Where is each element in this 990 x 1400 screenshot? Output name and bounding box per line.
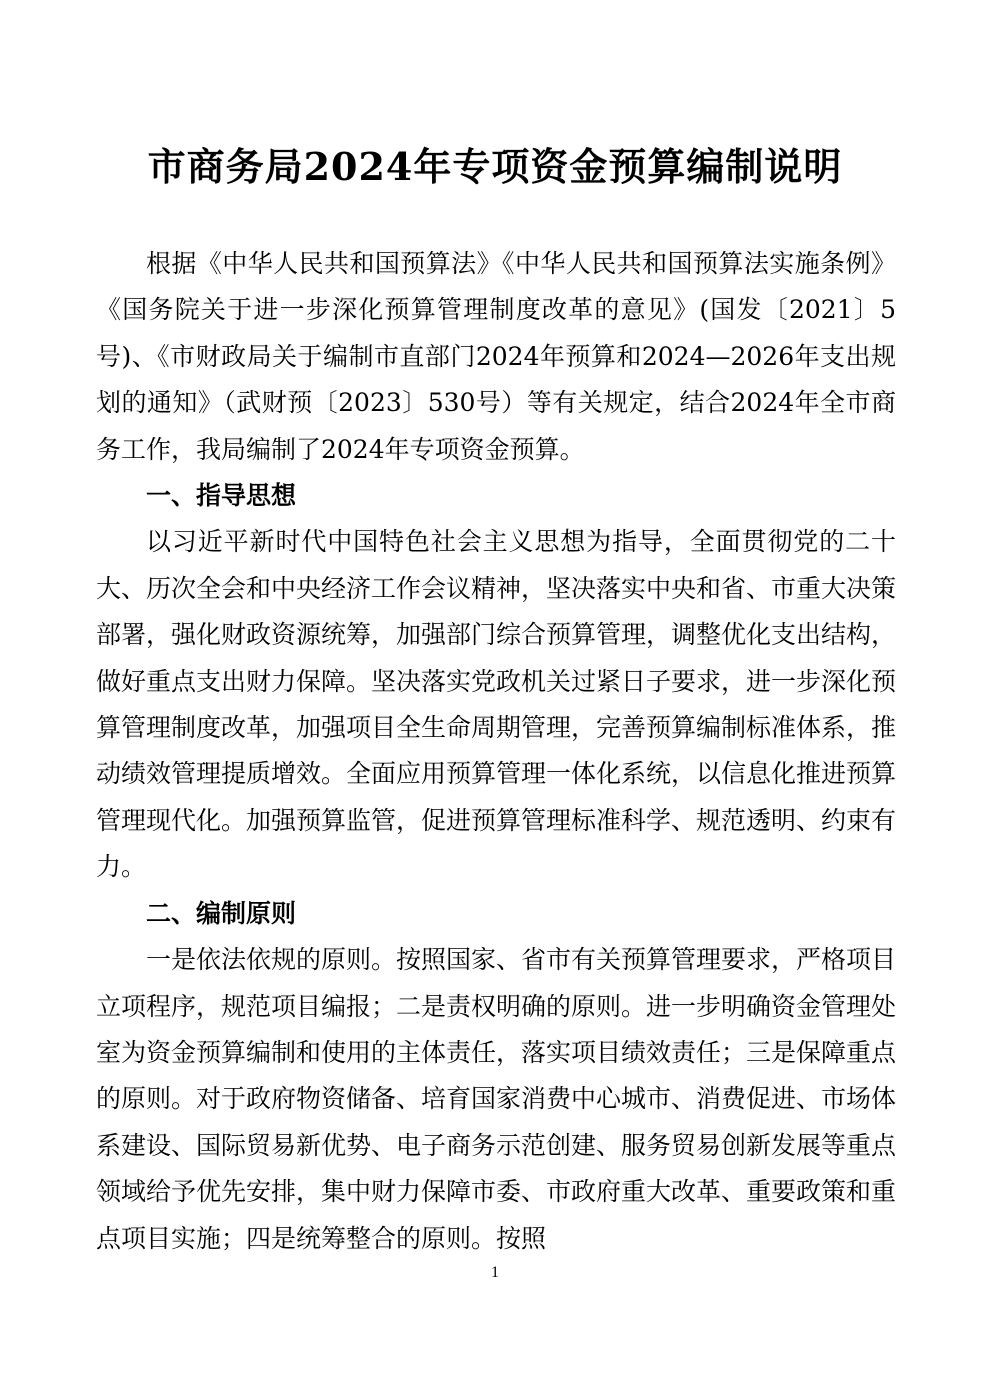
section-paragraph-guiding-ideology: 以习近平新时代中国特色社会主义思想为指导，全面贯彻党的二十大、历次全会和中央经济工作会议精神，坚决落实中央和省、市重大决策部署，强化财政资源统筹，加强部门综合预算管理，调整优化支出结构，做好重点支出财力保障。坚决落实党政机关过紧日子要求，进一步深化预算管理制度改革，加强项目全生命周期管理，完善预算编制标准体系，推动绩效管理提质增效。全面应用预算管理一体化系统，以信息化推进预算管理现代化。加强预算监管，促进预算管理标准科学、规范透明、约束有力。 (96, 527, 897, 882)
page-number: 1 (491, 1264, 499, 1281)
section-heading-principles: 二、编制原则 (146, 898, 297, 928)
document-title: 市商务局2024年专项资金预算编制说明 (147, 144, 843, 189)
section-paragraph-principles: 一是依法依规的原则。按照国家、省市有关预算管理要求，严格项目立项程序，规范项目编报；二是责权明确的原则。进一步明确资金管理处室为资金预算编制和使用的主体责任，落实项目绩效责任；三是保障重点的原则。对于政府物资储备、培育国家消费中心城市、消费促进、市场体系建设、国际贸易新优势、电子商务示范创建、服务贸易创新发展等重点领域给予优先安排，集中财力保障市委、市政府重大改革、重要政策和重点项目实施；四是统筹整合的原则。按照 (96, 945, 897, 1253)
document-body (96, 241, 896, 1262)
intro-paragraph: 根据《中华人民共和国预算法》《中华人民共和国预算法实施条例》《国务院关于进一步深化预算管理制度改革的意见》(国发〔2021〕5号)、《市财政局关于编制市直部门2024年预算和2024—2026年支出规划的通知》（武财预〔2023〕530号）等有关规定，结合2024年全市商务工作，我局编制了2024年专项资金预算。 (96, 249, 896, 464)
section-heading-guiding-ideology: 一、指导思想 (146, 481, 297, 511)
